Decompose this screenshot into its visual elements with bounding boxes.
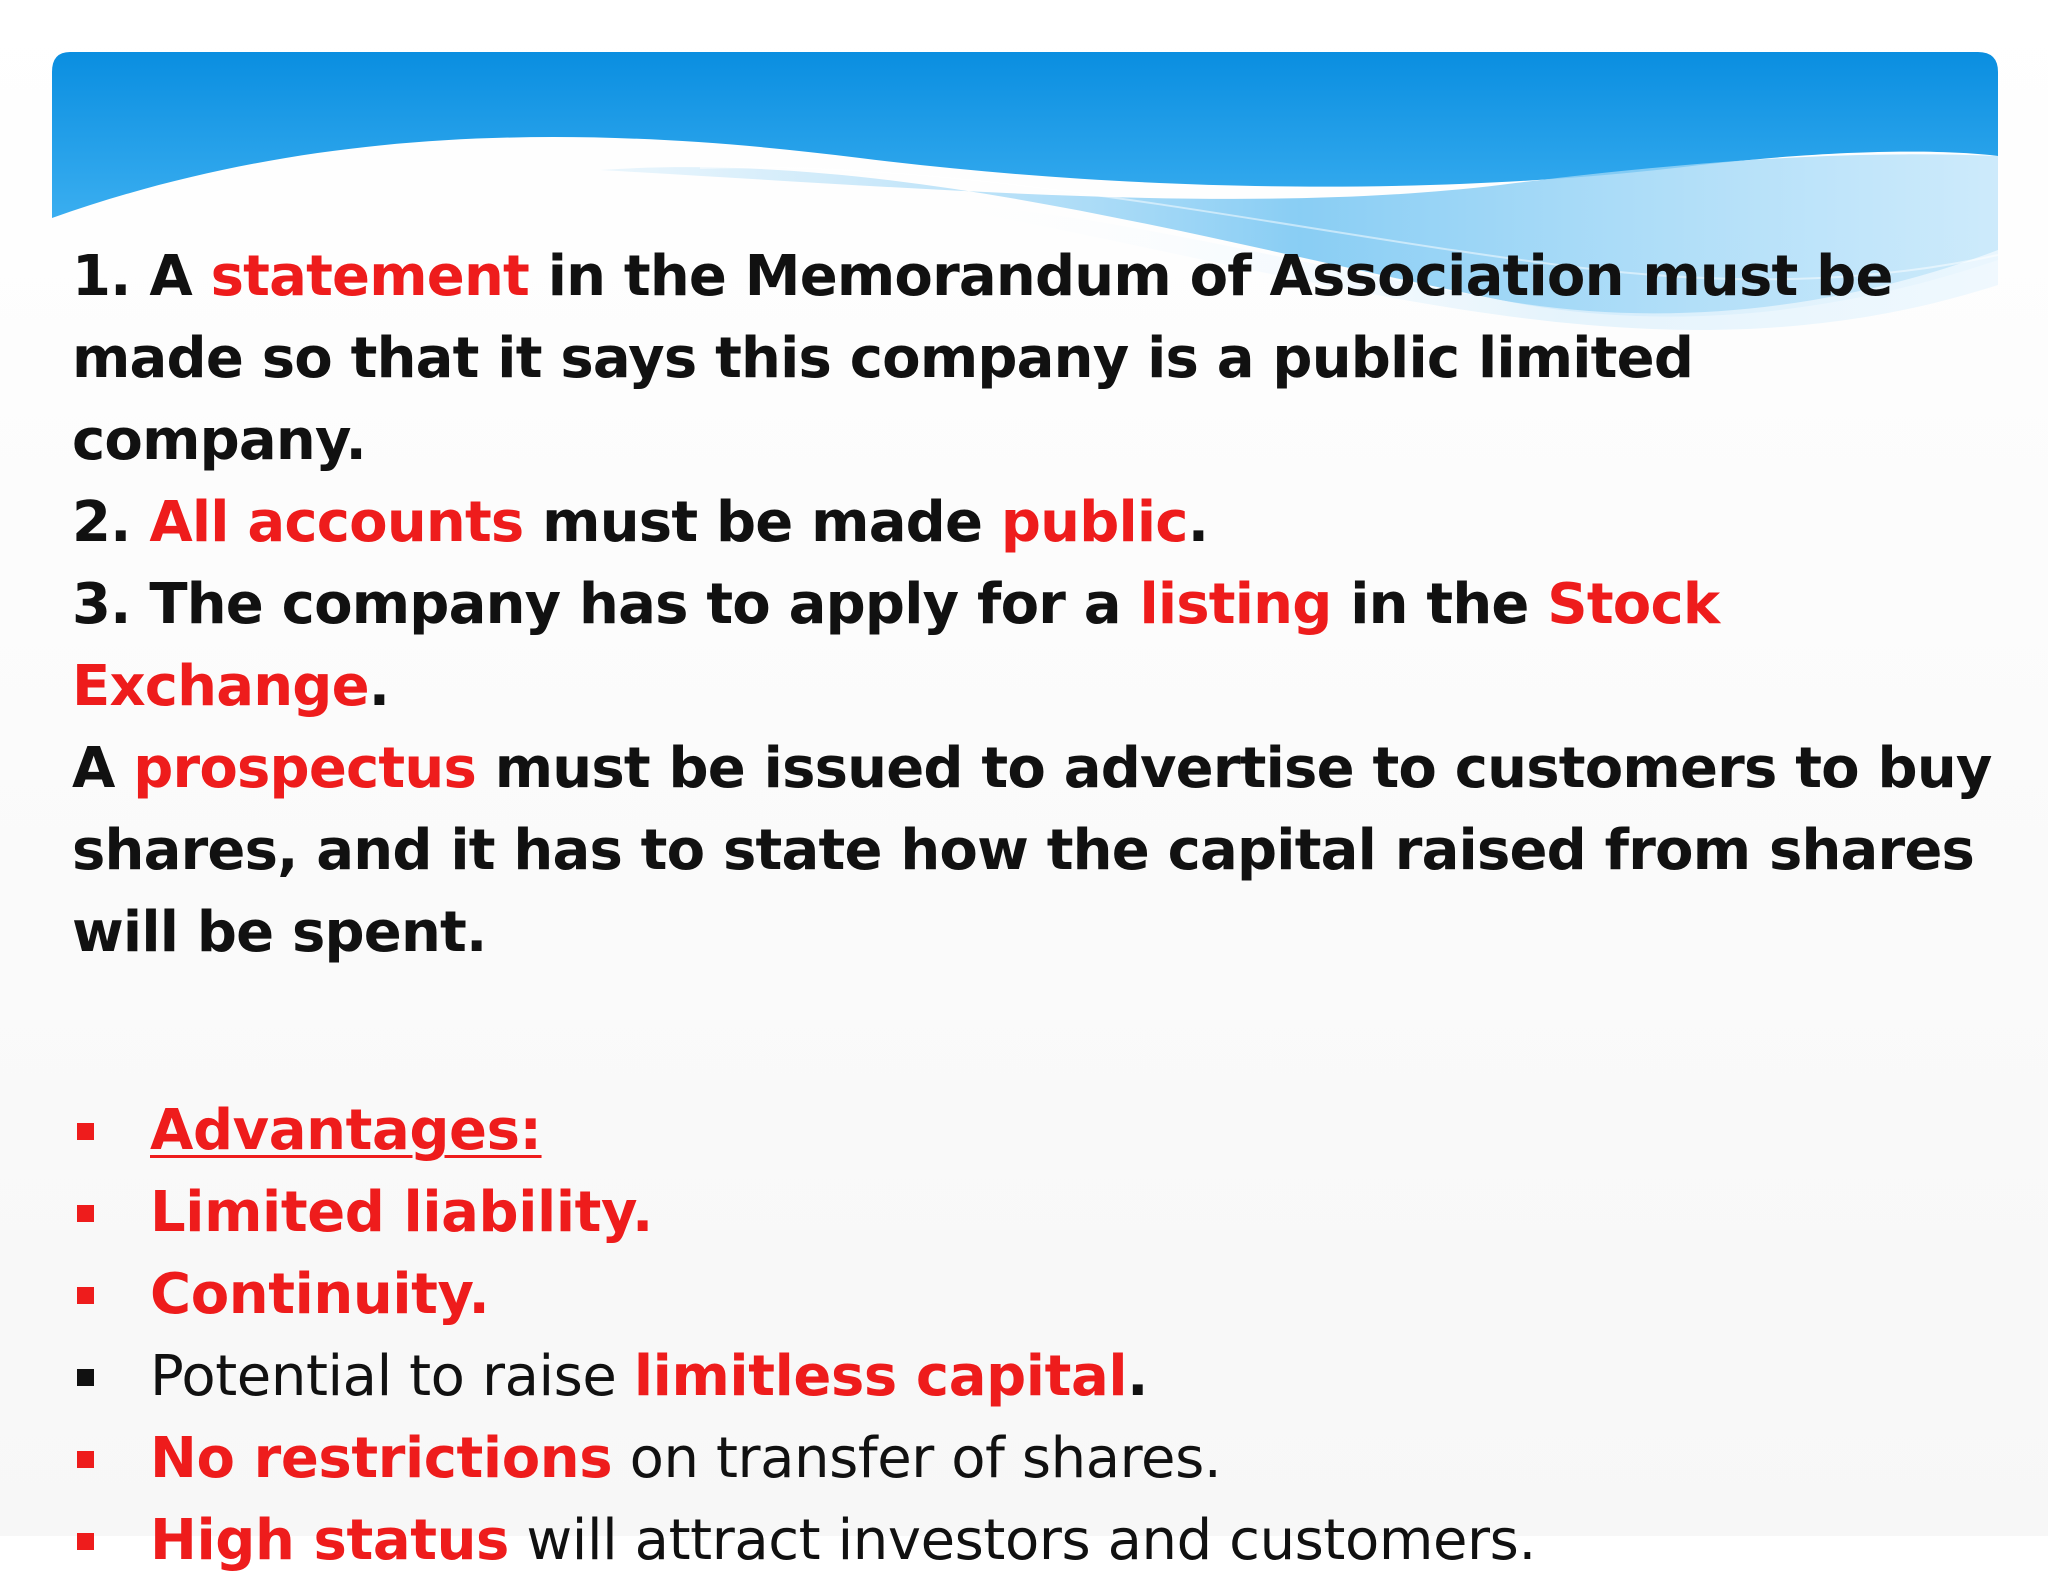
req2-end: . xyxy=(1187,490,1209,555)
req1-number: 1. A xyxy=(72,244,211,309)
req3-end: . xyxy=(368,654,390,719)
square-bullet-icon xyxy=(77,1369,94,1386)
list-item-no-restrictions xyxy=(72,1418,1992,1500)
advantage-capital-end: . xyxy=(1127,1344,1149,1409)
advantage-limited-liability: Limited liability. xyxy=(150,1180,653,1245)
advantage-high-status-highlight: High status xyxy=(150,1508,509,1573)
square-bullet-icon xyxy=(77,1451,94,1468)
req4-highlight-prospectus: prospectus xyxy=(133,736,476,801)
req1-highlight-statement: statement xyxy=(210,244,529,309)
advantages-heading: Advantages: xyxy=(150,1098,542,1163)
advantage-high-status-text: will attract investors and customers. xyxy=(508,1508,1536,1573)
list-item-advantages-heading xyxy=(72,1090,1992,1172)
advantages-list xyxy=(72,1090,1992,1582)
slide-content xyxy=(72,236,1992,1582)
requirements-paragraph xyxy=(72,236,1992,974)
square-bullet-icon xyxy=(77,1123,94,1140)
square-bullet-icon xyxy=(77,1533,94,1550)
req3-highlight-listing: listing xyxy=(1139,572,1332,637)
req3-text-start: 3. The company has to apply for a xyxy=(72,572,1140,637)
list-item-limited-liability xyxy=(72,1172,1992,1254)
list-item-continuity xyxy=(72,1254,1992,1336)
req2-highlight-public: public xyxy=(1000,490,1188,555)
req2-highlight-accounts: All accounts xyxy=(149,490,524,555)
advantage-no-restrictions-text: on transfer of shares. xyxy=(612,1426,1222,1491)
req1-text: in the Memorandum of Association must be made so that it says this company is a public limited company. xyxy=(72,244,1893,473)
square-bullet-icon xyxy=(77,1205,94,1222)
req2-text: must be made xyxy=(523,490,1001,555)
advantage-continuity: Continuity. xyxy=(150,1262,490,1327)
advantage-capital-highlight: limitless capital xyxy=(633,1344,1128,1409)
req2-number: 2. xyxy=(72,490,150,555)
req4-text: must be issued to advertise to customers to buy shares, and it has to state how the capital raised from shares will be spent. xyxy=(72,736,1992,965)
req3-text-mid: in the xyxy=(1331,572,1548,637)
req3-highlight-stock-exchange: Stock Exchange xyxy=(72,572,1720,719)
req4-text-start: A xyxy=(72,736,134,801)
list-item-high-status xyxy=(72,1500,1992,1582)
list-item-limitless-capital xyxy=(72,1336,1992,1418)
square-bullet-icon xyxy=(77,1287,94,1304)
advantage-capital-text: Potential to raise xyxy=(150,1344,634,1409)
advantage-no-restrictions-highlight: No restrictions xyxy=(150,1426,613,1491)
